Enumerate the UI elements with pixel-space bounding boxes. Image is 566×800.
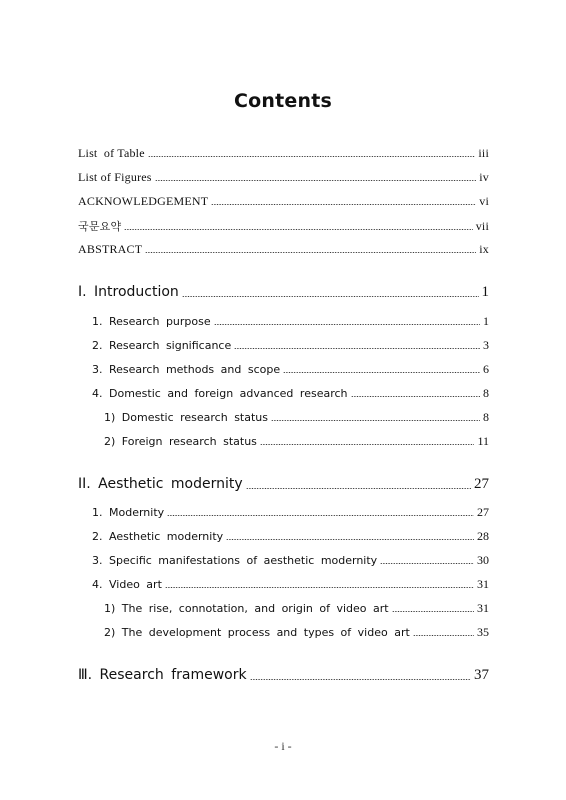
- toc-subsection[interactable]: [104, 434, 489, 449]
- toc-entry-korean-summary[interactable]: [78, 218, 489, 234]
- toc-entry-label: 국문요약: [78, 220, 122, 233]
- toc-chapter-page: 1: [481, 284, 489, 300]
- toc-subsection-page: 31: [477, 601, 489, 615]
- toc-subsection-label: 2) Foreign research status: [104, 435, 257, 448]
- toc-section[interactable]: [92, 505, 489, 520]
- dot-leader: [392, 611, 474, 612]
- toc-entry-abstract[interactable]: [78, 242, 489, 257]
- toc-chapter-label: Ⅲ. Research framework: [78, 667, 247, 683]
- toc-entry-page: vi: [479, 194, 489, 208]
- toc-chapter-introduction[interactable]: [78, 284, 489, 301]
- toc-section-page: 6: [483, 362, 489, 376]
- dot-leader: [167, 515, 474, 516]
- toc-section-label: 4. Domestic and foreign advanced research: [92, 387, 348, 400]
- toc-section[interactable]: [92, 314, 489, 329]
- toc-section-page: 30: [477, 553, 489, 567]
- toc-chapter-research-framework[interactable]: [78, 667, 489, 684]
- toc-entry-label: ACKNOWLEDGEMENT: [78, 194, 209, 208]
- toc-entry-label: List of Table: [78, 146, 145, 160]
- dot-leader: [283, 372, 480, 373]
- toc-subsection-page: 35: [477, 625, 489, 639]
- page-title: Contents: [233, 90, 332, 112]
- dot-leader: [148, 156, 476, 157]
- dot-leader: [124, 229, 472, 230]
- toc-section-label: 3. Specific manifestations of aesthetic modernity: [92, 554, 378, 567]
- toc-subsection[interactable]: [104, 601, 489, 616]
- dot-leader: [214, 324, 480, 325]
- toc-entry-page: vii: [475, 219, 489, 233]
- toc-section-page: 31: [477, 577, 489, 591]
- toc-entry-list-of-table[interactable]: [78, 146, 489, 161]
- toc-subsection-page: 8: [483, 410, 489, 424]
- toc-section-page: 8: [483, 386, 489, 400]
- toc-subsection-label: 1) Domestic research status: [104, 411, 268, 424]
- toc-entry-page: iii: [478, 146, 489, 160]
- toc-entry-page: iv: [479, 170, 489, 184]
- toc-section[interactable]: [92, 386, 489, 401]
- toc-subsection[interactable]: [104, 410, 489, 425]
- toc-section[interactable]: [92, 577, 489, 592]
- toc-section-label: 1. Research purpose: [92, 315, 211, 328]
- dot-leader: [211, 204, 476, 205]
- toc-entry-label: List of Figures: [78, 170, 152, 184]
- dot-leader: [246, 488, 471, 489]
- dot-leader: [226, 539, 474, 540]
- toc-chapter-label: II. Aesthetic modernity: [78, 476, 243, 492]
- dot-leader: [250, 679, 471, 680]
- toc-section[interactable]: [92, 338, 489, 353]
- toc-entry-acknowledgement[interactable]: [78, 194, 489, 209]
- toc-chapter-label: I. Introduction: [78, 284, 179, 300]
- toc-entry-page: ix: [479, 242, 489, 256]
- page-number-footer: - i -: [274, 739, 292, 753]
- toc-entry-label: ABSTRACT: [78, 242, 143, 256]
- dot-leader: [413, 635, 474, 636]
- toc-subsection-page: 11: [477, 434, 489, 448]
- toc-subsection-label: 2) The development process and types of video art: [104, 626, 410, 639]
- toc-section-page: 27: [477, 505, 489, 519]
- toc-entry-list-of-figures[interactable]: [78, 170, 489, 185]
- dot-leader: [351, 396, 481, 397]
- dot-leader: [145, 252, 476, 253]
- dot-leader: [234, 348, 480, 349]
- dot-leader: [165, 587, 474, 588]
- toc-section[interactable]: [92, 553, 489, 568]
- toc-section-label: 2. Research significance: [92, 339, 232, 352]
- toc-section-label: 4. Video art: [92, 578, 162, 591]
- toc-section-label: 1. Modernity: [92, 506, 165, 519]
- toc-section-page: 3: [483, 338, 489, 352]
- toc-section[interactable]: [92, 529, 489, 544]
- toc-chapter-page: 37: [474, 667, 489, 683]
- toc-chapter-aesthetic-modernity[interactable]: [78, 476, 489, 493]
- dot-leader: [182, 296, 479, 297]
- dot-leader: [271, 420, 480, 421]
- toc-section[interactable]: [92, 362, 489, 377]
- toc-section-page: 1: [483, 314, 489, 328]
- toc-section-page: 28: [477, 529, 489, 543]
- toc-subsection[interactable]: [104, 625, 489, 640]
- toc-subsection-label: 1) The rise, connotation, and origin of video art: [104, 602, 389, 615]
- toc-section-label: 3. Research methods and scope: [92, 363, 281, 376]
- toc-chapter-page: 27: [474, 476, 489, 492]
- toc-section-label: 2. Aesthetic modernity: [92, 530, 224, 543]
- dot-leader: [380, 563, 474, 564]
- dot-leader: [155, 180, 477, 181]
- dot-leader: [260, 444, 475, 445]
